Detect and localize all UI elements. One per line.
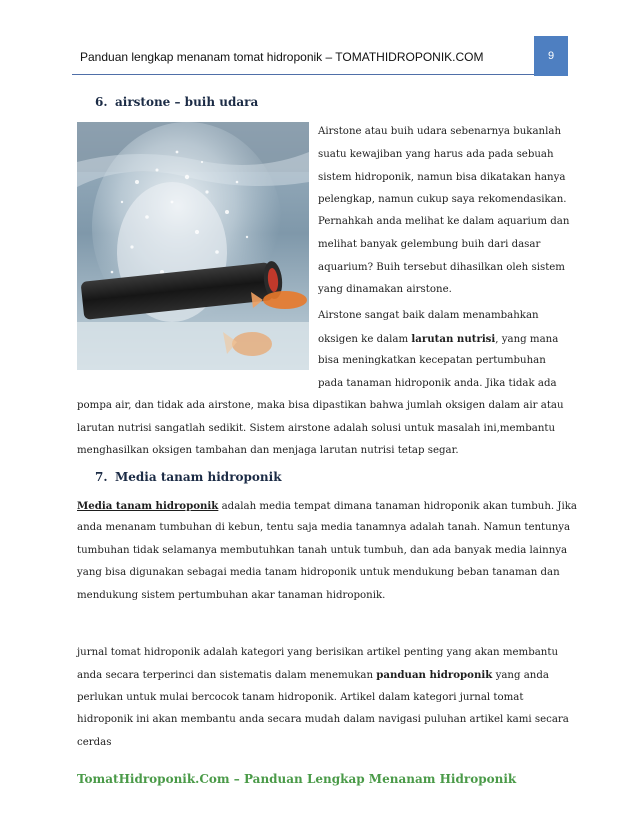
- sec6-para1-line: aquarium? Buih tersebut dihasilkan oleh sistem: [318, 262, 565, 273]
- sec6-para1-line: sistem hidroponik, namun bisa dikatakan hanya: [318, 172, 566, 183]
- jurnal-para-line: [77, 669, 549, 681]
- section-6-heading: [95, 95, 258, 109]
- sec6-para2-line: pompa air, dan tidak ada airstone, maka bisa dipastikan bahwa jumlah oksigen dalam air atau: [77, 400, 564, 411]
- section-6-title: airstone – buih udara: [115, 95, 259, 109]
- sec6-para2-line: [318, 333, 558, 345]
- jurnal-para-line: jurnal tomat hidroponik adalah kategori yang berisikan artikel penting yang akan membantu: [77, 647, 559, 658]
- sec6-para2-line: Airstone sangat baik dalam menambahkan: [318, 310, 539, 321]
- sec6-para2-text: , yang mana: [495, 334, 559, 345]
- sec7-para-line: [77, 500, 577, 512]
- airstone-aquarium-photo: [77, 122, 309, 370]
- sec7-para-line: yang bisa digunakan sebagai media tanam hidroponik untuk mendukung beban tanaman dan: [77, 567, 560, 578]
- sec7-para-line: tumbuhan tidak selamanya membutuhkan tanah untuk tumbuh, dan ada banyak media lainnya: [77, 545, 568, 556]
- jurnal-para-line: cerdas: [77, 737, 112, 748]
- sec6-para1-line: Airstone atau buih udara sebenarnya bukanlah: [318, 126, 562, 137]
- header-rule: [72, 74, 534, 75]
- sec6-para2-text: oksigen ke dalam: [318, 334, 412, 345]
- section-7-title: Media tanam hidroponik: [115, 470, 282, 484]
- jurnal-para-text: anda secara terperinci dan sistematis dalam menemukan: [77, 670, 377, 681]
- sec6-para2-line: bisa meningkatkan kecepatan pertumbuhan: [318, 355, 546, 366]
- section-7-number: 7.: [95, 470, 108, 484]
- section-6-number: 6.: [95, 95, 108, 109]
- airstone-illustration: [77, 122, 309, 370]
- sec6-para2-line: larutan nutrisi sangatlah sedikit. Sistem airstone adalah solusi untuk masalah ini,membantu: [77, 423, 556, 434]
- sec6-para1-line: melihat banyak gelembung buih dari dasar: [318, 239, 541, 250]
- media-tanam-hidroponik-link[interactable]: Media tanam hidroponik: [77, 500, 219, 512]
- sec7-para-line: anda menanam tumbuhan di kebun, tentu saja media tanamnya adalah tanah. Namun tentunya: [77, 522, 571, 533]
- jurnal-para-line: perlukan untuk mulai bercocok tanam hidroponik. Artikel dalam kategori jurnal tomat: [77, 692, 524, 703]
- sec6-para1-line: suatu kewajiban yang harus ada pada sebuah: [318, 149, 554, 160]
- sec7-para-line: mendukung sistem pertumbuhan akar tanaman hidroponik.: [77, 590, 386, 601]
- page-footer: TomatHidroponik.Com – Panduan Lengkap Menanam Hidroponik: [77, 772, 517, 786]
- sec6-para2-line: pada tanaman hidroponik anda. Jika tidak ada: [318, 378, 557, 389]
- section-7-heading: [95, 470, 282, 484]
- sec6-para2-line: menghasilkan oksigen tambahan dan menjaga larutan nutrisi tetap segar.: [77, 445, 459, 456]
- jurnal-para-line: hidroponik ini akan membantu anda secara mudah dalam navigasi puluhan artikel kami secara: [77, 714, 569, 725]
- jurnal-para-text: yang anda: [492, 670, 549, 681]
- panduan-hidroponik-link[interactable]: panduan hidroponik: [376, 669, 493, 681]
- sec6-para1-line: Pernahkah anda melihat ke dalam aquarium dan: [318, 216, 570, 227]
- sec6-para1-line: pelengkap, namun cukup saya rekomendasikan.: [318, 194, 567, 205]
- running-header: Panduan lengkap menanam tomat hidroponik – TOMATHIDROPONIK.COM: [80, 50, 484, 64]
- page-number-badge: 9: [534, 36, 568, 76]
- sec6-para1-line: yang dinamakan airstone.: [318, 284, 452, 295]
- larutan-nutrisi-link[interactable]: larutan nutrisi: [411, 333, 496, 345]
- sec7-para-text: adalah media tempat dimana tanaman hidroponik akan tumbuh. Jika: [218, 501, 577, 512]
